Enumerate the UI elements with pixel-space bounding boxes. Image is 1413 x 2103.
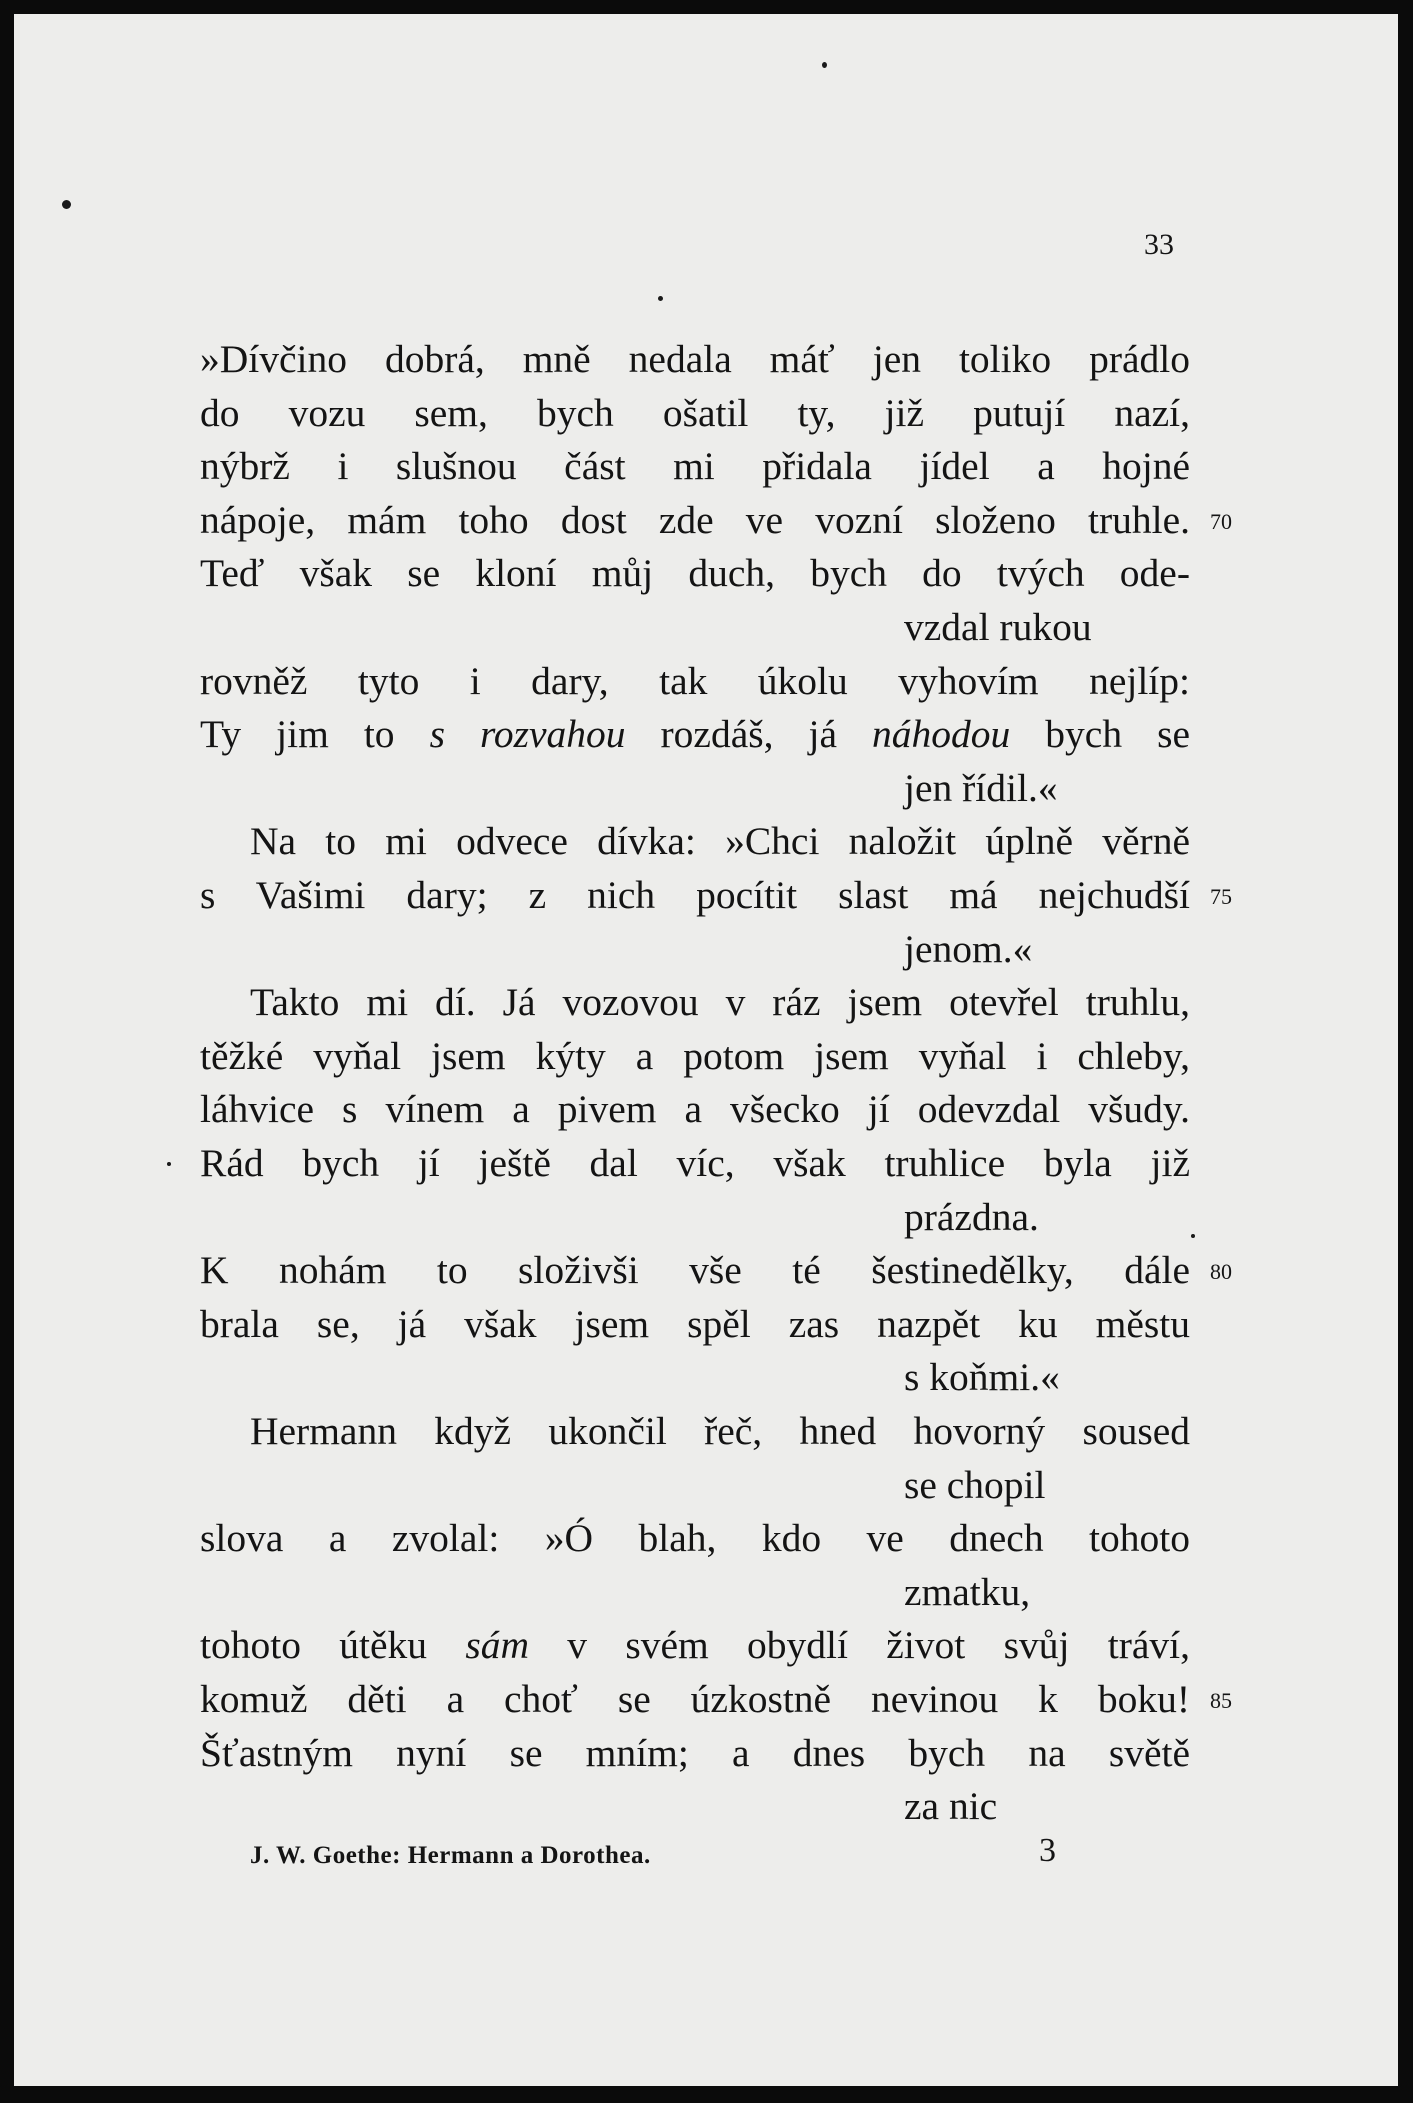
- line-segment: tohoto útěku: [200, 1623, 466, 1668]
- footer-credit: J. W. Goethe: Hermann a Dorothea.: [250, 1842, 651, 1869]
- verse-line: Hermann když ukončil řeč, hned hovorný soused: [250, 1409, 1190, 1453]
- verse-line: Takto mi dí. Já vozovou v ráz jsem otevřel truhlu,: [250, 980, 1190, 1025]
- verse-line: K nohám to složivši vše té šestinedělky, dále: [200, 1248, 1190, 1293]
- italic-word: náhodou: [872, 712, 1011, 757]
- book-page: [14, 14, 1398, 2086]
- line-segment: Ty jim to: [200, 712, 430, 757]
- verse-line: s Vašimi dary; z nich pocítit slast má nejchudší: [200, 873, 1190, 917]
- verse-line: Šťastným nyní se mním; a dnes bych na světě: [200, 1730, 1190, 1775]
- verse-line: komuž děti a choť se úzkostně nevinou k boku!: [200, 1677, 1190, 1721]
- verse-line: s koňmi.«: [904, 1355, 1060, 1400]
- verse-line: »Dívčino dobrá, mně nedala máť jen toliko prádlo: [200, 337, 1190, 381]
- line-number: 85: [1210, 1688, 1232, 1713]
- verse-line: nápoje, mám toho dost zde ve vozní složeno truhle.: [200, 497, 1190, 542]
- speck: [658, 296, 663, 301]
- verse-line: jenom.«: [904, 926, 1033, 971]
- verse-line: jen řídil.«: [904, 765, 1058, 810]
- line-number: 70: [1210, 508, 1232, 534]
- verse-line: za nic: [904, 1784, 998, 1829]
- verse-line: zmatku,: [904, 1569, 1031, 1614]
- verse-line: prázdna.: [904, 1194, 1039, 1239]
- speck: [1191, 1234, 1195, 1238]
- italic-word: sám: [465, 1623, 529, 1668]
- italic-word: s rozvahou: [429, 712, 626, 757]
- signature-mark: 3: [1039, 1832, 1056, 1869]
- verse-line: [200, 707, 1190, 761]
- verse-line: Na to mi odvece dívka: »Chci naložit úplně věrně: [250, 819, 1190, 864]
- verse-line: těžké vyňal jsem kýty a potom jsem vyňal i chleby,: [200, 1033, 1190, 1078]
- line-number: 80: [1210, 1259, 1232, 1285]
- speck: [822, 62, 827, 68]
- verse-line: nýbrž i slušnou část mi přidala jídel a hojné: [200, 444, 1190, 489]
- verse-line: slova a zvolal: »Ó blah, kdo ve dnech tohoto: [200, 1516, 1190, 1561]
- verse-line: se chopil: [904, 1462, 1046, 1507]
- speck: [167, 1162, 171, 1166]
- verse-line: [200, 1618, 1190, 1672]
- verse-line: Rád bych jí ještě dal víc, však truhlice byla již: [200, 1141, 1190, 1185]
- verse-line: vzdal rukou: [904, 605, 1092, 649]
- verse-line: brala se, já však jsem spěl zas nazpět ku městu: [200, 1301, 1190, 1346]
- verse-line: Teď však se kloní můj duch, bych do tvých ode-: [200, 551, 1190, 596]
- verse-line: láhvice s vínem a pivem a všecko jí odevzdal všudy.: [200, 1087, 1190, 1132]
- line-segment: v svém obydlí život svůj tráví,: [528, 1623, 1190, 1668]
- line-segment: rozdáš, já: [625, 712, 873, 757]
- verse-line: rovněž tyto i dary, tak úkolu vyhovím nejlíp:: [200, 658, 1190, 703]
- page-number: 33: [1144, 228, 1174, 261]
- verse-line: do vozu sem, bych ošatil ty, již putují nazí,: [200, 390, 1190, 435]
- speck: [62, 200, 71, 209]
- line-segment: bych se: [1010, 712, 1190, 757]
- line-number: 75: [1210, 884, 1232, 909]
